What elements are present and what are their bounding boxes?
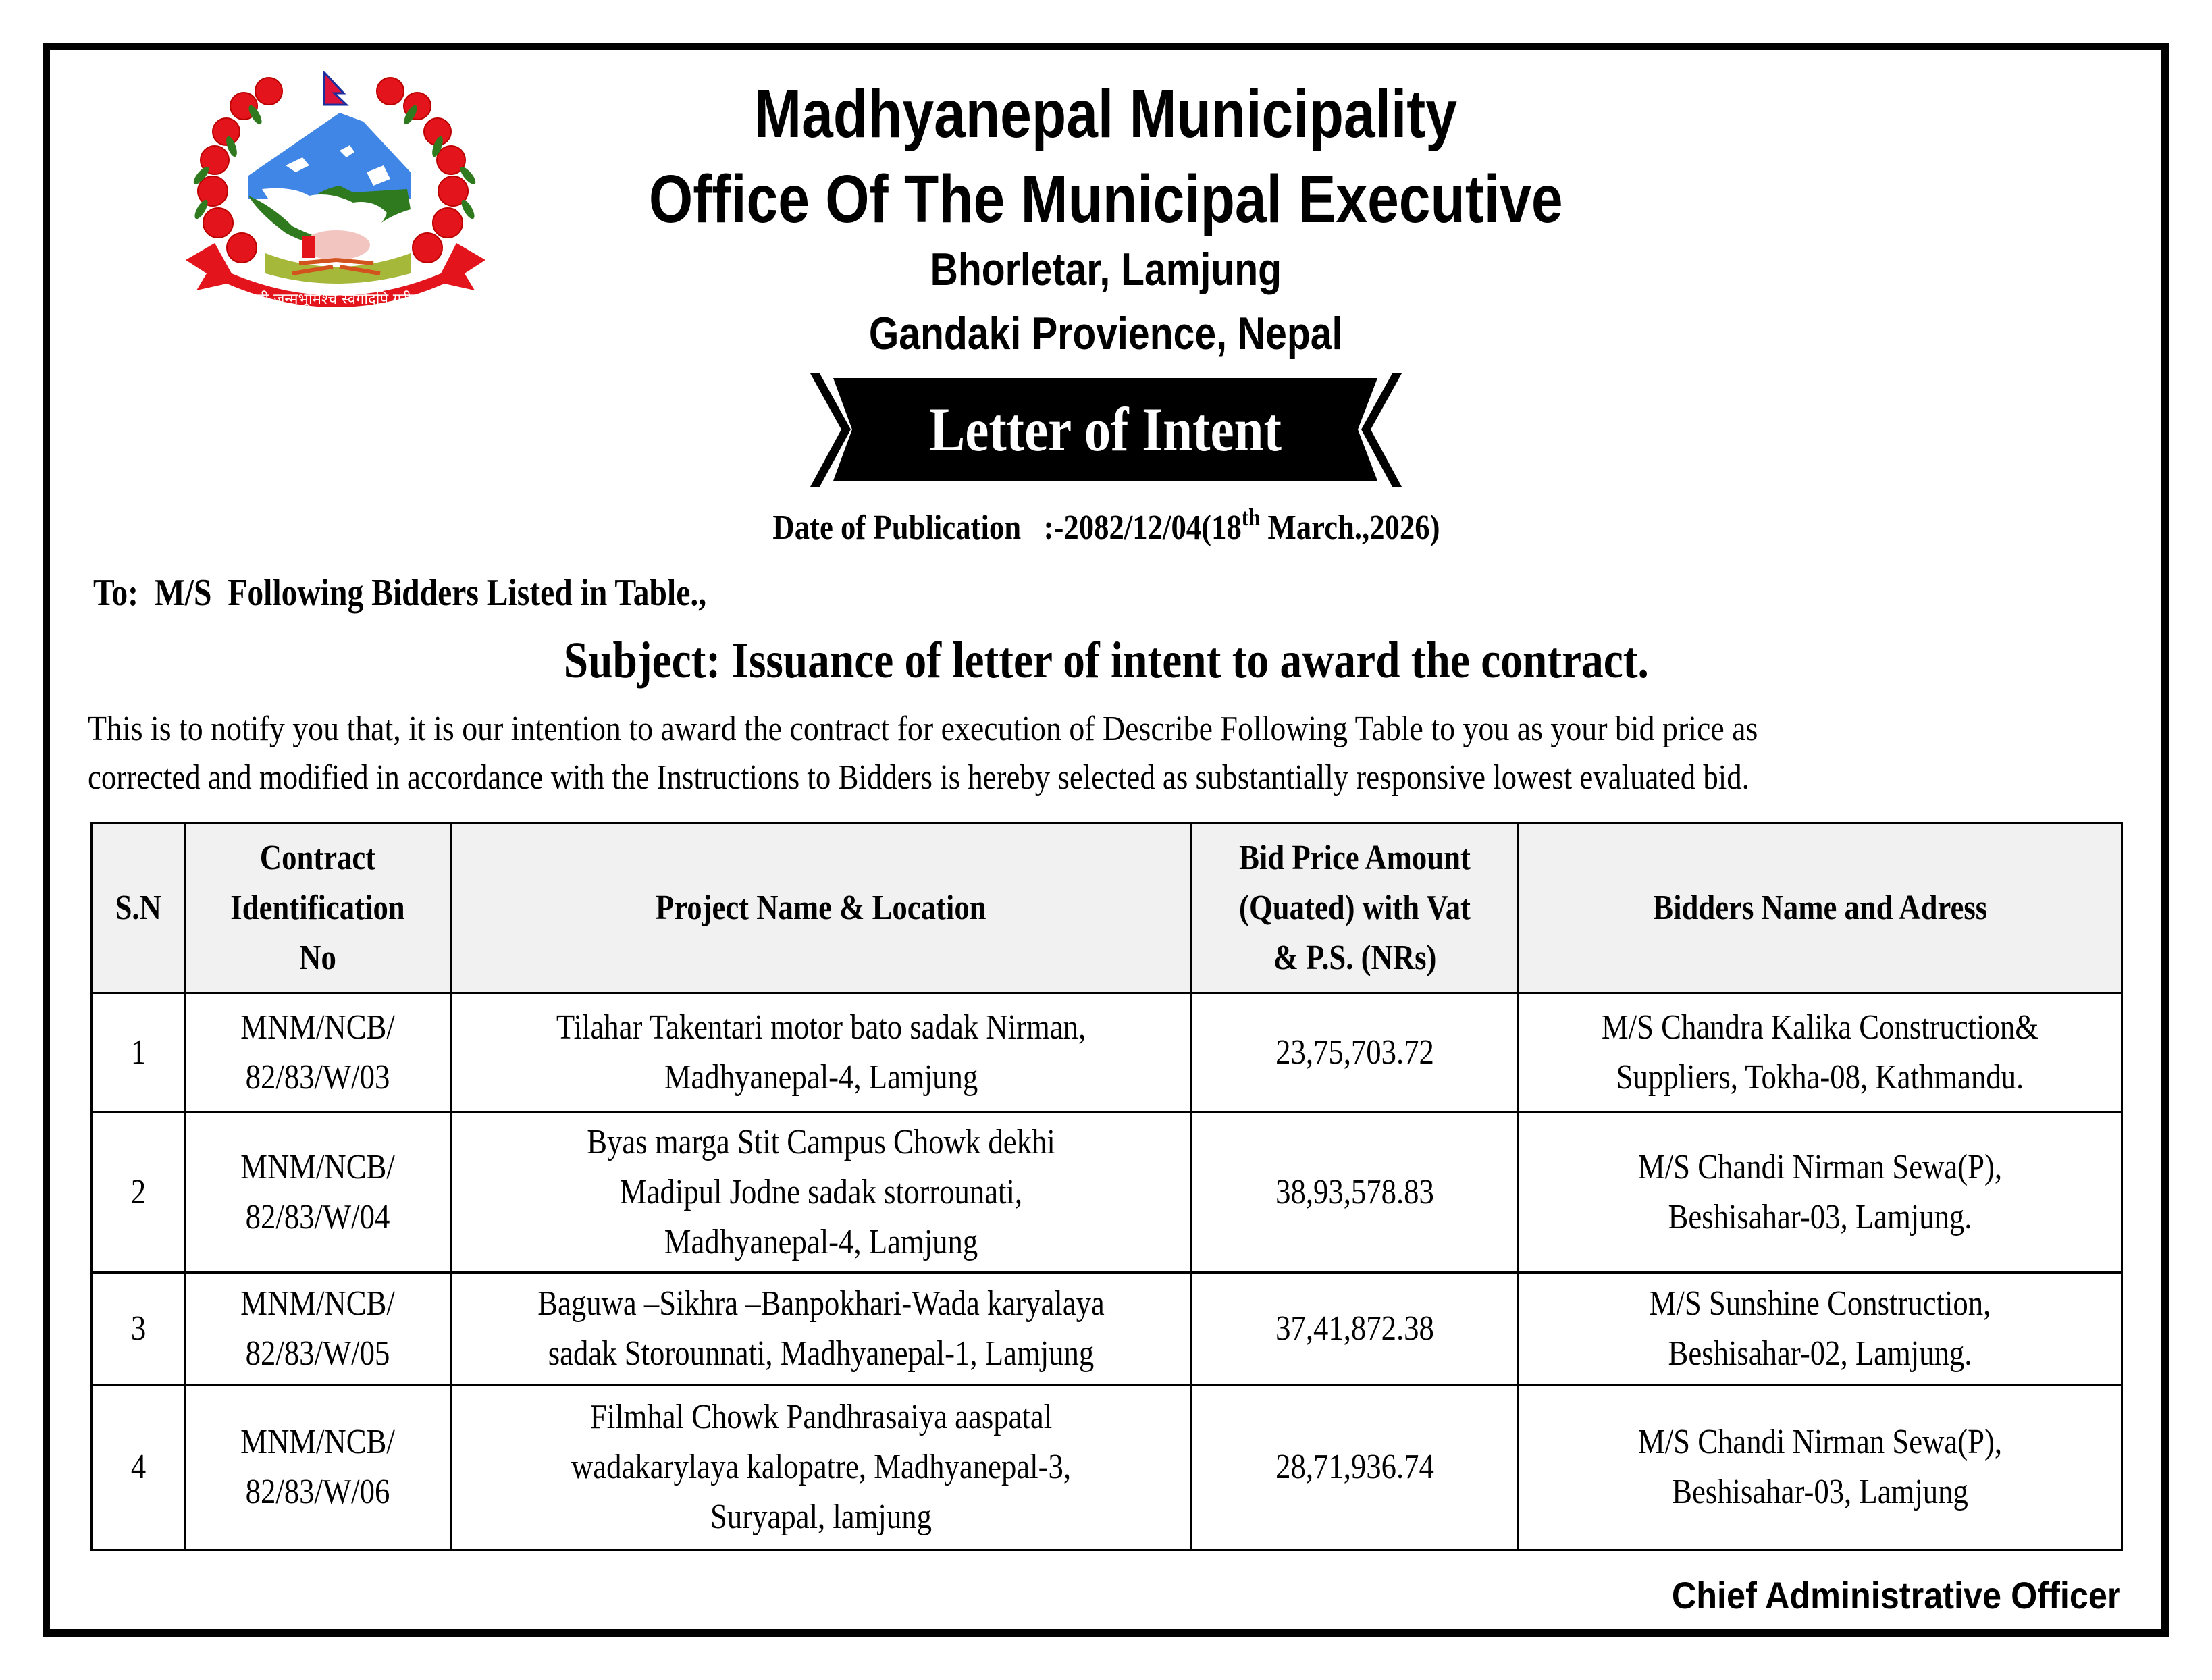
header-bidder: Bidders Name and Adress [1519, 823, 2122, 993]
body-line-2-text: corrected and modified in accordance with the Instructions to Bidders is hereby selected as substantially responsive lowest evaluated bid. [88, 758, 1749, 797]
municipality-name-text: Madhyanepal Municipality [754, 76, 1458, 152]
signatory-title: Chief Administrative Officer [1672, 1574, 2121, 1617]
table-row [92, 1112, 2122, 1273]
paren-open: ( [1201, 508, 1211, 547]
svg-text:जननी जन्मभूमिश्च स्वर्गादपि गर: जननी जन्मभूमिश्च स्वर्गादपि गरीयसी [237, 291, 434, 308]
cell-project: Byas marga Stit Campus Chowk dekhi Madipul Jodne sadak storrounati, Madhyanepal-4, Lamjung [451, 1112, 1192, 1273]
municipality-name [0, 76, 2212, 153]
publication-date [0, 504, 2212, 548]
office-name-text: Office Of The Municipal Executive [649, 161, 1563, 237]
cell-amount: 38,93,578.83 [1192, 1112, 1519, 1273]
location-line-1 [0, 243, 2212, 296]
cell-amount: 37,41,872.38 [1192, 1273, 1519, 1385]
cell-contract-id: MNM/NCB/ 82/83/W/05 [185, 1273, 451, 1385]
publication-day-suffix: th [1241, 504, 1260, 531]
cell-sn: 2 [92, 1112, 185, 1273]
recipient-line: To: M/S Following Bidders Listed in Table., [93, 572, 707, 614]
banner-title: Letter of Intent [929, 395, 1282, 464]
subject-line [0, 631, 2212, 690]
cell-sn: 1 [92, 993, 185, 1112]
cell-project: Baguwa –Sikhra –Banpokhari-Wada karyalaya sadak Storounnati, Madhyanepal-1, Lamjung [451, 1273, 1192, 1385]
office-name [0, 161, 2212, 238]
cell-contract-id: MNM/NCB/ 82/83/W/04 [185, 1112, 451, 1273]
body-paragraph-line-2 [88, 758, 2127, 797]
publication-separator: :- [1035, 508, 1063, 547]
cell-contract-id: MNM/NCB/ 82/83/W/06 [185, 1385, 451, 1550]
body-line-1-text: This is to notify you that, it is our intention to award the contract for execution of Describe Following Table to you as your bid price as [88, 710, 1758, 748]
header-bid-amount: Bid Price Amount (Quated) with Vat & P.S. (NRs) [1192, 823, 1519, 993]
letter-of-intent-banner [833, 378, 1377, 481]
publication-date-label: Date of Publication [772, 508, 1021, 547]
cell-bidder: M/S Chandi Nirman Sewa(P), Beshisahar-03, Lamjung. [1519, 1112, 2122, 1273]
location-line-2-text: Gandaki Provience, Nepal [869, 308, 1343, 359]
header-sn: S.N [92, 823, 185, 993]
cell-sn: 4 [92, 1385, 185, 1550]
publication-day: 18 [1211, 508, 1242, 547]
table-header-row [92, 823, 2122, 993]
cell-contract-id: MNM/NCB/ 82/83/W/03 [185, 993, 451, 1112]
location-line-1-text: Bhorletar, Lamjung [930, 244, 1282, 295]
cell-project: Filmhal Chowk Pandhrasaiya aaspatal wadakarylaya kalopatre, Madhyanepal-3, Suryapal, lamjung [451, 1385, 1192, 1550]
table-row [92, 1385, 2122, 1550]
cell-amount: 28,71,936.74 [1192, 1385, 1519, 1550]
cell-bidder: M/S Sunshine Construction, Beshisahar-02, Lamjung. [1519, 1273, 2122, 1385]
cell-sn: 3 [92, 1273, 185, 1385]
subject-text: Subject: Issuance of letter of intent to award the contract. [563, 632, 1649, 689]
cell-bidder: M/S Chandra Kalika Construction& Suppliers, Tokha-08, Kathmandu. [1519, 993, 2122, 1112]
location-line-2 [0, 307, 2212, 360]
table-row [92, 1273, 2122, 1385]
bidders-table [90, 822, 2123, 1551]
cell-amount: 23,75,703.72 [1192, 993, 1519, 1112]
header-contract-id: Contract Identification No [185, 823, 451, 993]
publication-month-year: March.,2026 [1259, 508, 1430, 547]
table-row [92, 993, 2122, 1112]
body-paragraph-line-1 [88, 709, 2127, 749]
header-project: Project Name & Location [451, 823, 1192, 993]
publication-date-bs: 2082/12/04 [1063, 508, 1201, 547]
cell-bidder: M/S Chandi Nirman Sewa(P), Beshisahar-03, Lamjung [1519, 1385, 2122, 1550]
paren-close: ) [1429, 508, 1440, 547]
cell-project: Tilahar Takentari motor bato sadak Nirman, Madhyanepal-4, Lamjung [451, 993, 1192, 1112]
